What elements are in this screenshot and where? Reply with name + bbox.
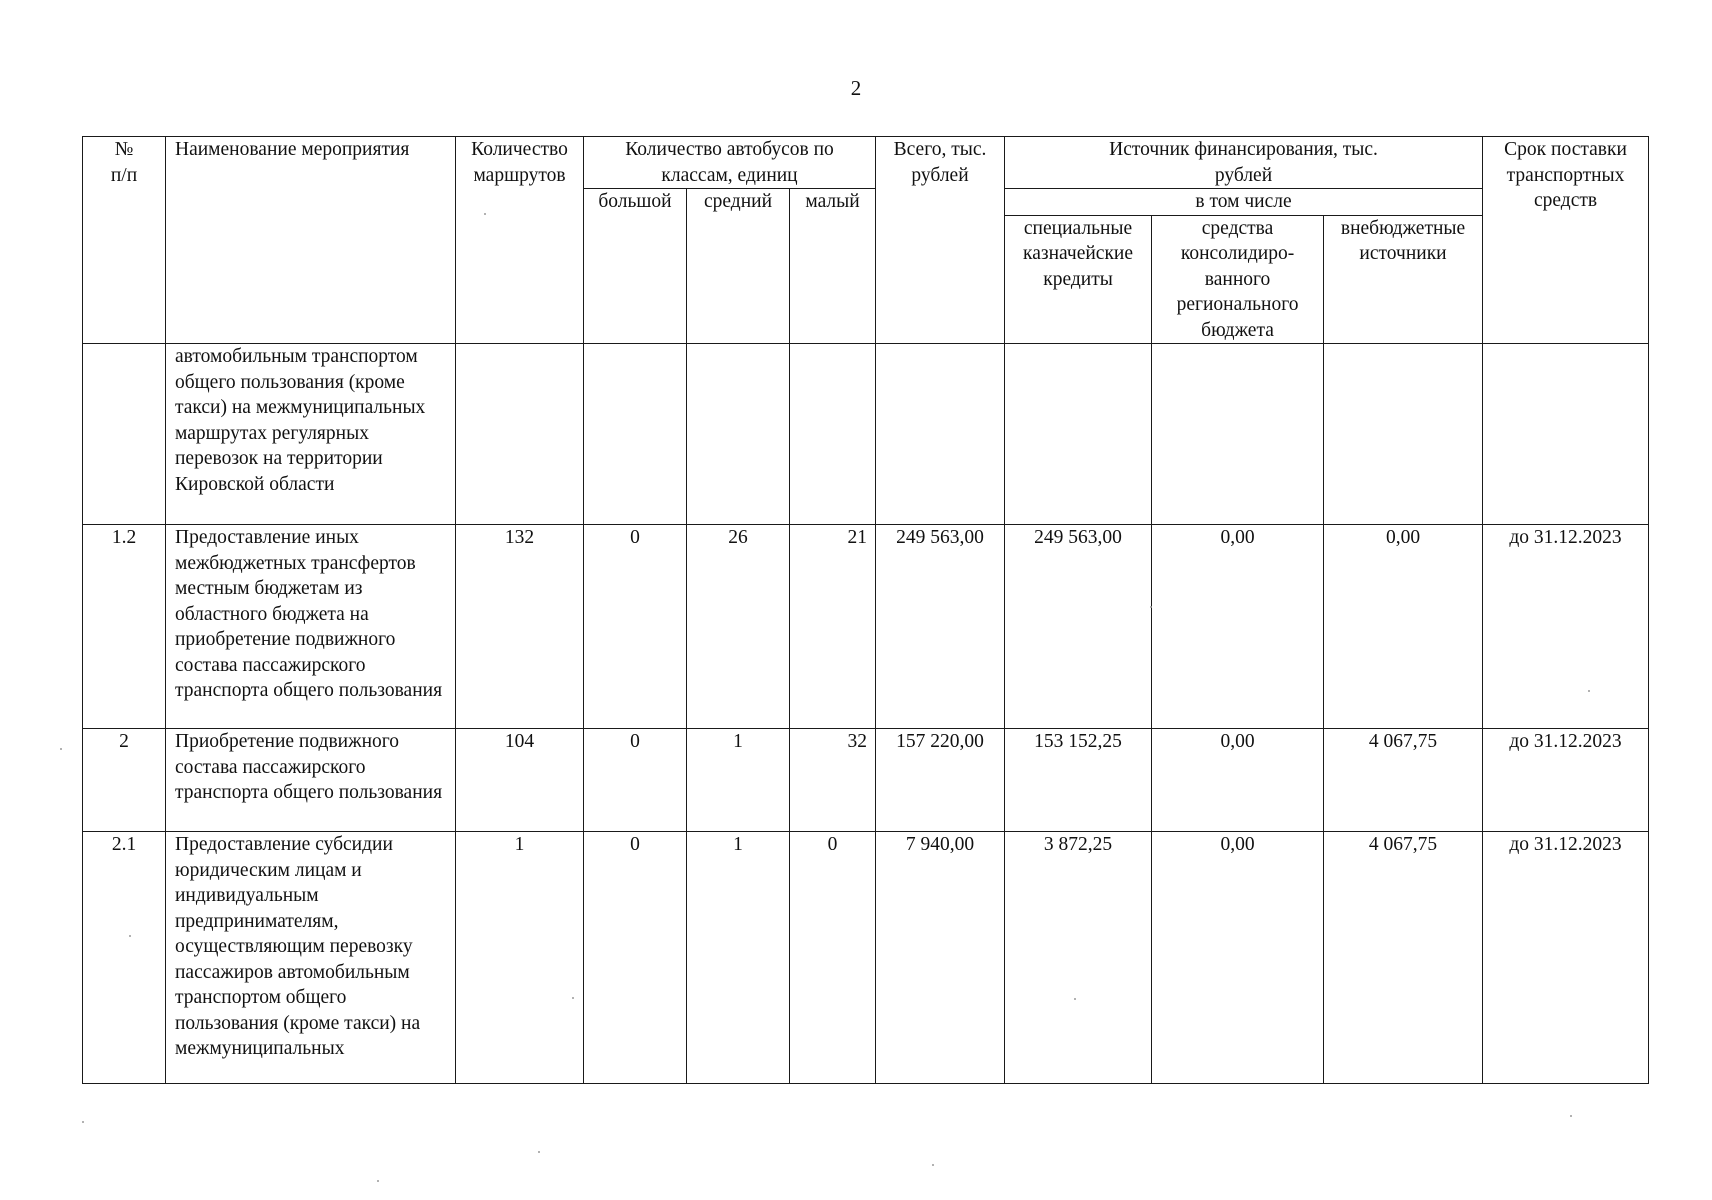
cell-bus-large: 0 xyxy=(584,729,687,832)
cell-treasury: 3 872,25 xyxy=(1005,832,1152,1084)
cell-offbudget: 4 067,75 xyxy=(1324,729,1483,832)
cell-delivery: до 31.12.2023 xyxy=(1483,729,1649,832)
cell-bus-large: 0 xyxy=(584,832,687,1084)
header-row xyxy=(83,137,1649,189)
cell-name: Предоставление иных межбюджетных трансфертов местным бюджетам из областного бюджета на приобретение подвижного состава пассажирского транспорта общего пользования xyxy=(166,525,456,729)
cell-routes: 104 xyxy=(456,729,584,832)
cell-bus-small xyxy=(790,344,876,525)
cell-num: 1.2 xyxy=(83,525,166,729)
cell-bus-small: 0 xyxy=(790,832,876,1084)
cell-offbudget xyxy=(1324,344,1483,525)
cell-bus-medium: 26 xyxy=(687,525,790,729)
scan-speck xyxy=(1570,1115,1572,1117)
header-bus-small: малый xyxy=(790,189,876,344)
cell-delivery xyxy=(1483,344,1649,525)
scan-speck xyxy=(1150,606,1152,608)
scan-speck xyxy=(572,997,574,999)
header-routes: Количество маршрутов xyxy=(456,137,584,344)
header-source-treasury: специальные казначейские кредиты xyxy=(1005,215,1152,344)
cell-offbudget: 0,00 xyxy=(1324,525,1483,729)
cell-bus-medium: 1 xyxy=(687,832,790,1084)
scan-speck xyxy=(1588,690,1590,692)
cell-routes: 132 xyxy=(456,525,584,729)
cell-regional xyxy=(1152,344,1324,525)
header-buses-group: Количество автобусов по классам, единиц xyxy=(584,137,876,189)
cell-treasury: 249 563,00 xyxy=(1005,525,1152,729)
cell-name: Приобретение подвижного состава пассажирского транспорта общего пользования xyxy=(166,729,456,832)
cell-delivery: до 31.12.2023 xyxy=(1483,832,1649,1084)
cell-total: 157 220,00 xyxy=(876,729,1005,832)
cell-treasury: 153 152,25 xyxy=(1005,729,1152,832)
cell-num: 2 xyxy=(83,729,166,832)
scan-speck xyxy=(82,1121,84,1123)
header-source-regional: средства консолидиро-ванного регионального бюджета xyxy=(1152,215,1324,344)
budget-table xyxy=(82,136,1649,1084)
header-name: Наименование мероприятия xyxy=(166,137,456,344)
cell-routes xyxy=(456,344,584,525)
header-delivery: Срок поставки транспортных средств xyxy=(1483,137,1649,344)
header-total: Всего, тыс. рублей xyxy=(876,137,1005,344)
header-source-offbudget: внебюджетные источники xyxy=(1324,215,1483,344)
header-source-incl: в том числе xyxy=(1005,189,1483,216)
table-row xyxy=(83,525,1649,729)
cell-bus-small: 32 xyxy=(790,729,876,832)
cell-bus-large: 0 xyxy=(584,525,687,729)
cell-total: 249 563,00 xyxy=(876,525,1005,729)
cell-offbudget: 4 067,75 xyxy=(1324,832,1483,1084)
cell-total: 7 940,00 xyxy=(876,832,1005,1084)
scan-speck xyxy=(60,748,62,750)
scan-speck xyxy=(538,1151,540,1153)
cell-regional: 0,00 xyxy=(1152,832,1324,1084)
header-num: № п/п xyxy=(83,137,166,344)
cell-bus-medium: 1 xyxy=(687,729,790,832)
scan-speck xyxy=(932,1164,934,1166)
cell-total xyxy=(876,344,1005,525)
table-row xyxy=(83,344,1649,525)
cell-delivery: до 31.12.2023 xyxy=(1483,525,1649,729)
cell-name: автомобильным транспортом общего пользования (кроме такси) на межмуниципальных маршрутах регулярных перевозок на территории Кировской области xyxy=(166,344,456,525)
cell-bus-small: 21 xyxy=(790,525,876,729)
header-source-group: Источник финансирования, тыс. рублей xyxy=(1005,137,1483,189)
cell-num xyxy=(83,344,166,525)
scan-speck xyxy=(129,935,131,937)
cell-num: 2.1 xyxy=(83,832,166,1084)
cell-regional: 0,00 xyxy=(1152,525,1324,729)
cell-treasury xyxy=(1005,344,1152,525)
cell-routes: 1 xyxy=(456,832,584,1084)
cell-bus-medium xyxy=(687,344,790,525)
cell-name: Предоставление субсидии юридическим лицам и индивидуальным предпринимателям, осуществляющим перевозку пассажиров автомобильным транспортом общего пользования (кроме такси) на межмуниципальных xyxy=(166,832,456,1084)
table-row xyxy=(83,729,1649,832)
scan-speck xyxy=(377,1180,379,1182)
page-number: 2 xyxy=(850,76,862,100)
cell-bus-large xyxy=(584,344,687,525)
scan-speck xyxy=(484,213,486,215)
scan-speck xyxy=(1074,998,1076,1000)
cell-regional: 0,00 xyxy=(1152,729,1324,832)
header-bus-medium: средний xyxy=(687,189,790,344)
table-row xyxy=(83,832,1649,1084)
header-bus-large: большой xyxy=(584,189,687,344)
